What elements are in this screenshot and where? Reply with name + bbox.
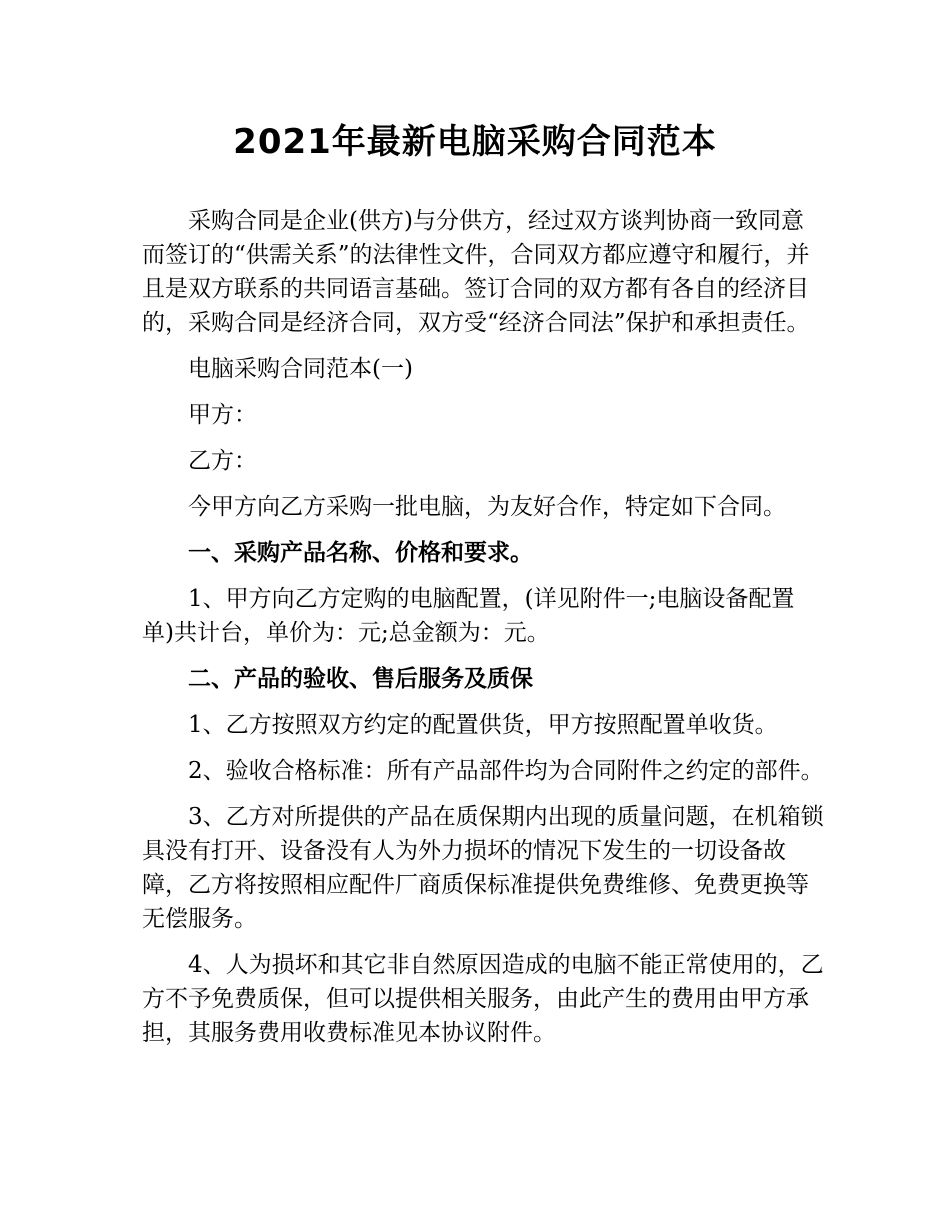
contract-sample-heading: 电脑采购合同范本(一) [188,356,413,382]
intro-paragraph: 采购合同是企业(供方)与分供方，经过双方谈判协商一致同意而签订的“供需关系”的法律性文件，合同双方都应遵守和履行，并且是双方联系的共同语言基础。签订合同的双方都有各自的经济目的，采购合同是经济合同，双方受“经济合同法”保护和承担责任。 [142,208,810,336]
document-body [142,204,826,1062]
section-heading-1: 一、采购产品名称、价格和要求。 [188,540,533,566]
party-a-line: 甲方： [188,402,257,428]
party-b-line: 乙方： [188,448,257,474]
clause-2-1: 1、乙方按照双方约定的配置供货，甲方按照配置单收货。 [188,712,778,738]
clause-2-3: 3、乙方对所提供的产品在质保期内出现的质量问题，在机箱锁具没有打开、设备没有人为外力损坏的情况下发生的一切设备故障，乙方将按照相应配件厂商质保标准提供免费维修、免费更换等无偿服务。 [142,804,824,932]
preamble-paragraph: 今甲方向乙方采购一批电脑，为友好合作，特定如下合同。 [188,494,786,520]
section-heading-2: 二、产品的验收、售后服务及质保 [188,666,533,692]
document-title: 2021年最新电脑采购合同范本 [233,122,717,162]
clause-1-1: 1、甲方向乙方定购的电脑配置，(详见附件一;电脑设备配置单)共计台，单价为：元;总金额为：元。 [142,586,795,646]
clause-2-2: 2、验收合格标准：所有产品部件均为合同附件之约定的部件。 [188,758,824,784]
clause-2-4: 4、人为损坏和其它非自然原因造成的电脑不能正常使用的，乙方不予免费质保，但可以提供相关服务，由此产生的费用由甲方承担，其服务费用收费标准见本协议附件。 [142,952,824,1046]
